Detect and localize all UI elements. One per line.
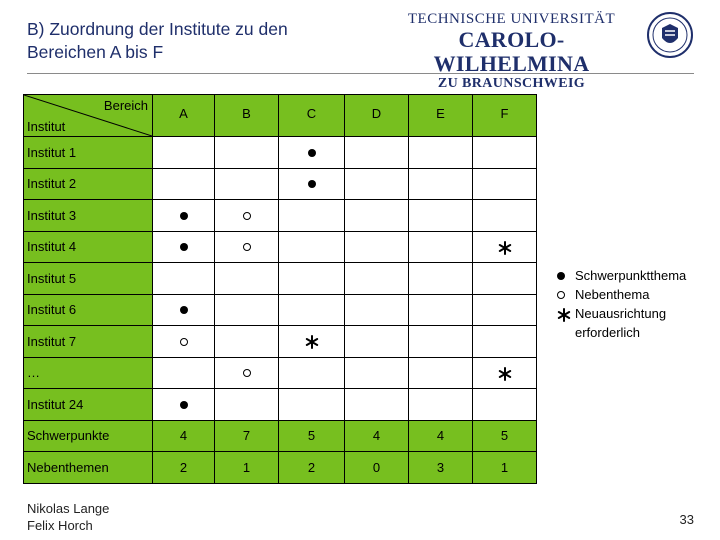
legend-symbol	[557, 285, 565, 304]
table-cell	[409, 200, 473, 232]
institute-label: Institut 4	[24, 231, 153, 263]
table-cell	[153, 357, 215, 389]
table-cell	[345, 231, 409, 263]
institute-label: Institut 24	[24, 389, 153, 421]
legend-symbol	[557, 304, 571, 323]
column-header-label: E	[436, 106, 445, 121]
asterisk-icon	[557, 304, 571, 323]
table-cell	[409, 168, 473, 200]
table-cell	[345, 263, 409, 295]
secondary-ring-icon	[243, 369, 251, 377]
table-cell	[409, 326, 473, 358]
table-cell	[409, 137, 473, 169]
column-header-label: A	[179, 106, 188, 121]
logo-wordmark	[384, 10, 639, 92]
legend	[555, 266, 686, 342]
legend-item	[555, 285, 686, 304]
table-cell	[473, 357, 537, 389]
university-seal-icon	[646, 6, 694, 64]
table-cell	[279, 231, 345, 263]
slide-title-line1: B) Zuordnung der Institute zu den	[27, 19, 288, 39]
table-cell	[215, 231, 279, 263]
column-header-d	[345, 95, 409, 137]
table-cell	[279, 326, 345, 358]
focus-dot-icon	[557, 272, 565, 280]
summary-label: Nebenthemen	[24, 452, 153, 484]
summary-value: 4	[153, 420, 215, 452]
table-cell	[215, 263, 279, 295]
summary-value: 2	[153, 452, 215, 484]
summary-value: 1	[473, 452, 537, 484]
university-logo	[384, 6, 696, 91]
logo-line1: TECHNISCHE UNIVERSITÄT	[407, 11, 616, 27]
table-cell	[279, 168, 345, 200]
asterisk-icon	[498, 365, 512, 380]
secondary-ring-icon	[180, 338, 188, 346]
summary-value: 5	[279, 420, 345, 452]
legend-text: Schwerpunktthema	[575, 268, 687, 283]
table-cell	[153, 294, 215, 326]
table-cell	[215, 294, 279, 326]
secondary-ring-icon	[557, 291, 565, 299]
table-cell	[409, 389, 473, 421]
table-cell	[409, 263, 473, 295]
table-cell	[345, 168, 409, 200]
logo-line2: CAROLO-WILHELMINA	[433, 27, 590, 76]
table-cell	[153, 326, 215, 358]
asterisk-icon	[305, 333, 319, 348]
table-cell	[279, 263, 345, 295]
column-header-e	[409, 95, 473, 137]
column-header-c	[279, 95, 345, 137]
table-cell	[473, 137, 537, 169]
table-cell	[153, 200, 215, 232]
table-cell	[345, 294, 409, 326]
table-row	[24, 231, 537, 263]
table-cell	[153, 231, 215, 263]
summary-row	[24, 452, 537, 484]
table-cell	[473, 231, 537, 263]
institute-label: Institut 7	[24, 326, 153, 358]
table-row	[24, 357, 537, 389]
summary-value: 4	[345, 420, 409, 452]
table-row	[24, 200, 537, 232]
table-row	[24, 263, 537, 295]
corner-cell	[24, 95, 153, 137]
logo-line3: ZU BRAUNSCHWEIG	[437, 76, 586, 91]
focus-dot-icon	[308, 180, 316, 188]
focus-dot-icon	[180, 212, 188, 220]
header-row	[24, 95, 537, 137]
summary-value: 2	[279, 452, 345, 484]
table-cell	[473, 263, 537, 295]
table-cell	[345, 137, 409, 169]
table-cell	[279, 357, 345, 389]
focus-dot-icon	[308, 149, 316, 157]
table-cell	[153, 389, 215, 421]
corner-label-institut: Institut	[27, 119, 66, 134]
slide-title	[27, 18, 387, 64]
institute-label: Institut 3	[24, 200, 153, 232]
summary-label: Schwerpunkte	[24, 420, 153, 452]
focus-dot-icon	[180, 306, 188, 314]
table-cell	[409, 231, 473, 263]
table-cell	[279, 389, 345, 421]
institute-label: Institut 2	[24, 168, 153, 200]
table-cell	[473, 389, 537, 421]
table-cell	[215, 389, 279, 421]
table-cell	[279, 200, 345, 232]
legend-text-continued: erforderlich	[575, 325, 641, 340]
table-cell	[279, 137, 345, 169]
table-cell	[409, 357, 473, 389]
column-header-label: B	[242, 106, 251, 121]
column-header-label: F	[500, 106, 509, 121]
secondary-ring-icon	[243, 243, 251, 251]
table-cell	[409, 294, 473, 326]
author-1: Nikolas Lange	[27, 501, 110, 516]
table-cell	[153, 137, 215, 169]
table-cell	[473, 168, 537, 200]
focus-dot-icon	[180, 243, 188, 251]
summary-value: 3	[409, 452, 473, 484]
table-cell	[345, 389, 409, 421]
table-cell	[279, 294, 345, 326]
asterisk-icon	[498, 239, 512, 254]
table-row	[24, 389, 537, 421]
table-cell	[215, 200, 279, 232]
focus-dot-icon	[180, 401, 188, 409]
column-header-label: C	[306, 106, 317, 121]
table-cell	[345, 326, 409, 358]
table-cell	[473, 326, 537, 358]
assignment-table	[23, 94, 537, 484]
author-2: Felix Horch	[27, 518, 93, 533]
table-row	[24, 168, 537, 200]
legend-text: Neuausrichtung	[575, 306, 667, 321]
column-header-f	[473, 95, 537, 137]
page-number: 33	[679, 512, 694, 527]
column-header-a	[153, 95, 215, 137]
legend-symbol	[557, 266, 565, 285]
summary-value: 7	[215, 420, 279, 452]
legend-item	[555, 304, 686, 323]
column-header-label: D	[371, 106, 382, 121]
summary-value: 5	[473, 420, 537, 452]
table-cell	[473, 200, 537, 232]
column-header-b	[215, 95, 279, 137]
summary-value: 0	[345, 452, 409, 484]
table-cell	[345, 357, 409, 389]
summary-value: 1	[215, 452, 279, 484]
slide-title-line2: Bereichen A bis F	[27, 42, 164, 62]
institute-label: Institut 5	[24, 263, 153, 295]
legend-item	[555, 266, 686, 285]
institute-label: Institut 6	[24, 294, 153, 326]
title-divider	[27, 73, 694, 74]
corner-label-bereich: Bereich	[103, 98, 148, 113]
summary-row	[24, 420, 537, 452]
table-cell	[473, 294, 537, 326]
table-cell	[153, 168, 215, 200]
summary-value: 4	[409, 420, 473, 452]
institute-label: …	[24, 357, 153, 389]
table-row	[24, 137, 537, 169]
secondary-ring-icon	[243, 212, 251, 220]
table-cell	[215, 357, 279, 389]
footer-authors	[27, 500, 109, 534]
table-row	[24, 326, 537, 358]
table-cell	[345, 200, 409, 232]
table-cell	[215, 137, 279, 169]
table-cell	[153, 263, 215, 295]
legend-text: Nebenthema	[575, 287, 650, 302]
table-row	[24, 294, 537, 326]
table-cell	[215, 326, 279, 358]
table-cell	[215, 168, 279, 200]
institute-label: Institut 1	[24, 137, 153, 169]
